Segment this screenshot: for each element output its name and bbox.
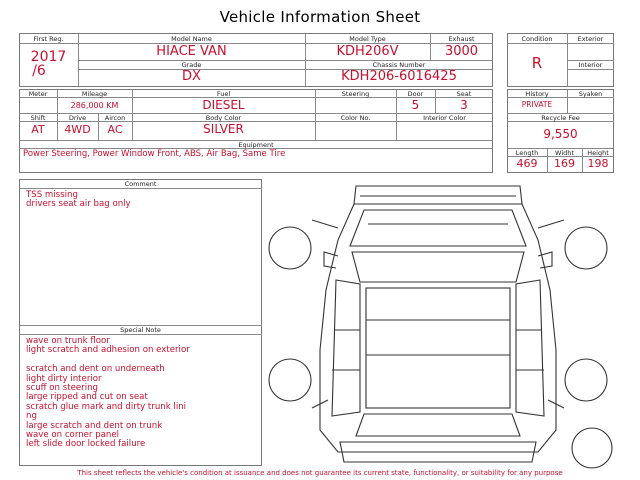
grade-label: Grade bbox=[181, 61, 202, 69]
note-line: light dirty interior bbox=[26, 373, 102, 384]
mileage-label: Mileage bbox=[81, 90, 108, 98]
condition-grade: R bbox=[531, 54, 543, 72]
height-value: 198 bbox=[587, 157, 609, 170]
drive-label: Drive bbox=[68, 114, 87, 122]
first-reg-month: /6 bbox=[32, 63, 46, 79]
equipment-value: Power Steering, Power Window Front, ABS, Air Bag, Same Tire bbox=[23, 149, 286, 159]
body-color-value: SILVER bbox=[203, 122, 244, 136]
history-value: PRIVATE bbox=[521, 100, 553, 109]
shift-value: AT bbox=[31, 123, 45, 136]
door-value: 5 bbox=[411, 98, 420, 112]
seat-label: Seat bbox=[456, 90, 472, 98]
drive-value: 4WD bbox=[64, 123, 91, 136]
note-line: large scratch and dent on trunk bbox=[26, 420, 163, 431]
condition-label: Condition bbox=[521, 35, 553, 43]
width-value: 169 bbox=[554, 157, 575, 170]
disclaimer-footer: This sheet reflects the vehicle's condition at issuance and does not guarantee its current state, functionality, or suitability for any purpose bbox=[77, 469, 563, 477]
model-type-label: Model Type bbox=[349, 35, 386, 43]
aircon-value: AC bbox=[107, 123, 123, 136]
model-name: HIACE VAN bbox=[156, 44, 227, 59]
note-line: wave on corner panel bbox=[26, 430, 120, 441]
length-value: 469 bbox=[516, 157, 538, 170]
exhaust-label: Exhaust bbox=[448, 35, 475, 43]
special-note-label: Special Note bbox=[120, 326, 161, 334]
rear-left-wheel bbox=[269, 359, 311, 401]
special-note-text bbox=[26, 337, 190, 450]
body-color-label: Body Color bbox=[205, 114, 242, 122]
comment-line: drivers seat air bag only bbox=[26, 199, 131, 210]
syaken-label: Syaken bbox=[578, 90, 603, 98]
model-name-label: Model Name bbox=[171, 35, 212, 43]
front-right-wheel bbox=[565, 227, 607, 269]
note-line: large ripped and cut on seat bbox=[26, 392, 148, 403]
note-line: light scratch and adhesion on exterior bbox=[26, 345, 190, 356]
fuel-value: DIESEL bbox=[202, 98, 245, 112]
note-line: scuff on steering bbox=[26, 383, 98, 394]
width-label: Widht bbox=[555, 149, 574, 157]
seat-value: 3 bbox=[460, 98, 468, 112]
first-reg-label: First Reg. bbox=[33, 35, 64, 43]
note-line: left slide door locked failure bbox=[26, 439, 146, 450]
spare-wheel bbox=[572, 428, 612, 468]
comment-text bbox=[26, 191, 131, 210]
left-side bbox=[332, 280, 360, 416]
note-line: scratch glue mark and dirty trunk lini bbox=[26, 401, 187, 412]
steering-label: Steering bbox=[341, 90, 370, 98]
fuel-label: Fuel bbox=[216, 90, 231, 98]
mileage-value: 286,000 KM bbox=[70, 101, 119, 110]
interior-label: Interior bbox=[578, 61, 603, 69]
note-line: ng bbox=[26, 411, 37, 422]
chassis-number: KDH206-6016425 bbox=[341, 69, 457, 84]
note-line: wave on trunk floor bbox=[26, 336, 110, 346]
length-label: Length bbox=[515, 149, 539, 157]
color-no-label: Color No. bbox=[340, 114, 371, 122]
meter-label: Meter bbox=[28, 90, 48, 98]
hood bbox=[350, 210, 526, 246]
front-left-wheel bbox=[269, 227, 311, 269]
rear-right-wheel bbox=[565, 359, 607, 401]
model-type: KDH206V bbox=[336, 44, 399, 59]
body-outline bbox=[320, 204, 556, 452]
door-label: Door bbox=[407, 90, 424, 98]
recycle-label: Recycle Fee bbox=[541, 114, 580, 122]
recycle-value: 9,550 bbox=[543, 127, 578, 141]
first-reg-year: 2017 bbox=[30, 49, 67, 65]
note-line: scratch and dent on underneath bbox=[26, 364, 165, 375]
right-side bbox=[516, 280, 544, 416]
height-label: Height bbox=[587, 149, 609, 157]
page-title: Vehicle Information Sheet bbox=[219, 8, 421, 26]
windshield bbox=[352, 252, 524, 282]
history-label: History bbox=[525, 90, 549, 98]
rear-window bbox=[356, 414, 520, 436]
roof bbox=[366, 288, 510, 408]
exhaust-value: 3000 bbox=[444, 44, 479, 59]
shift-label: Shift bbox=[30, 114, 46, 122]
vehicle-damage-diagram bbox=[268, 180, 618, 470]
chassis-label: Chassis Number bbox=[372, 61, 426, 69]
grade-value: DX bbox=[182, 69, 201, 84]
aircon-label: Aircon bbox=[104, 114, 126, 122]
equipment-label: Equipment bbox=[238, 141, 274, 149]
comment-label: Comment bbox=[124, 180, 157, 188]
interior-color-label: Interior Color bbox=[423, 114, 466, 122]
front-bumper bbox=[354, 186, 522, 204]
comment-line: TSS missing bbox=[26, 190, 78, 200]
exterior-label: Exterior bbox=[577, 35, 604, 43]
